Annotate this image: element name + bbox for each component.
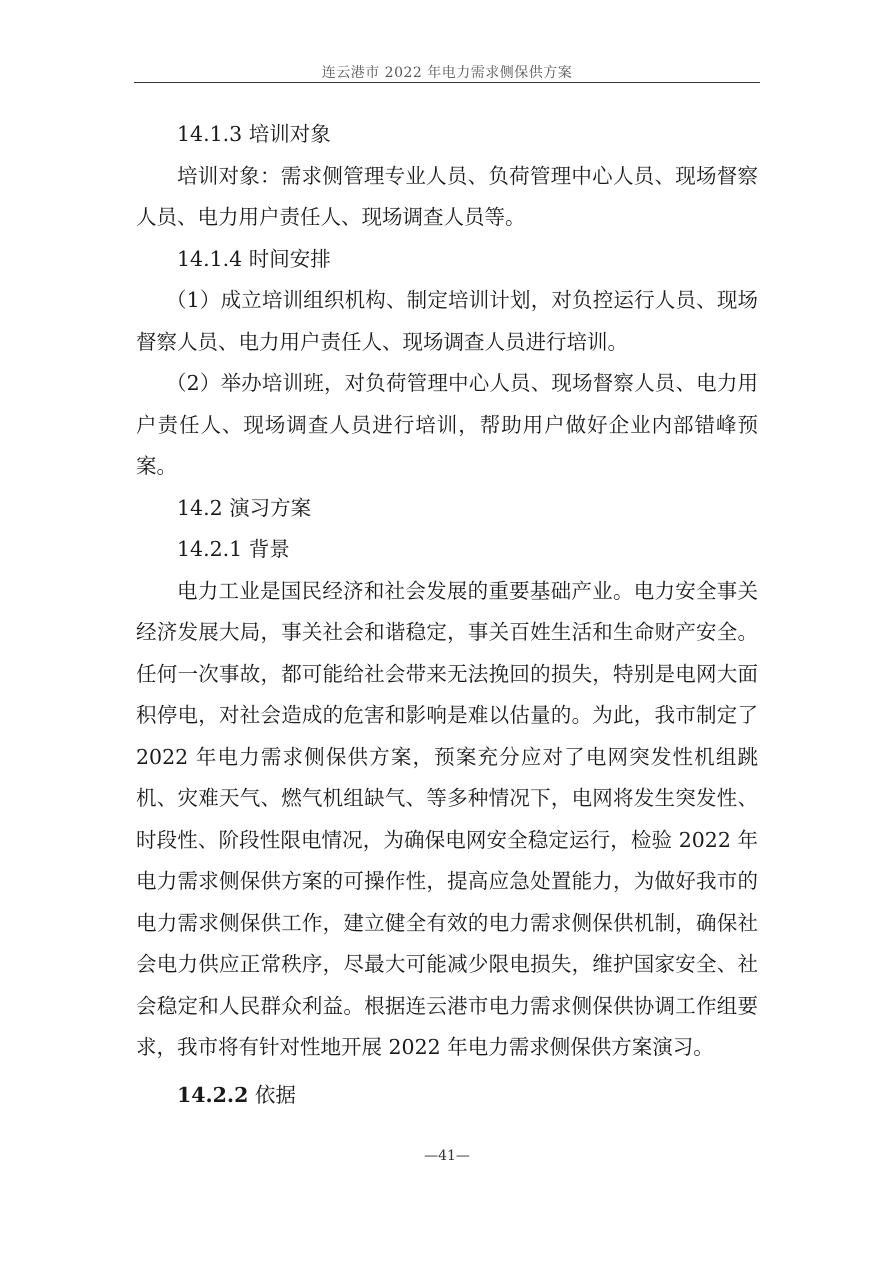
section-title: 依据 bbox=[248, 1082, 296, 1107]
paragraph-schedule-2: （2）举办培训班，对负荷管理中心人员、现场督察人员、电力用户责任人、现场调查人员进行培训，帮助用户做好企业内部错峰预案。 bbox=[136, 371, 758, 478]
section-heading-14-2-1: 14.2.1 背景 bbox=[177, 537, 290, 561]
page-number: —41— bbox=[424, 1148, 470, 1164]
paragraph-schedule-1: （1）成立培训组织机构、制定培训计划，对负控运行人员、现场督察人员、电力用户责任人、现场调查人员进行培训。 bbox=[136, 288, 758, 354]
section-heading-14-1-3: 14.1.3 培训对象 bbox=[177, 122, 331, 146]
section-heading-14-1-4: 14.1.4 时间安排 bbox=[177, 246, 331, 271]
paragraph-background: 电力工业是国民经济和社会发展的重要基础产业。电力安全事关经济发展大局，事关社会和谐稳定，事关百姓生活和生命财产安全。任何一次事故，都可能给社会带来无法挽回的损失，特别是电网大面积停电，对社会造成的危害和影响是难以估量的。为此，我市制定了2022 年电力需求侧保供方案，预案充分应对了电网突发性机组跳机、灾难天气、燃气机组缺气、等多种情况下，电网将发生突发性、时段性、阶段性限电情况，为确保电网安全稳定运行，检验 2022 年电力需求侧保供方案的可操作性，提高应急处置能力，为做好我市的电力需求侧保供工作，建立健全有效的电力需求侧保供机制，确保社会电力供应正常秩序，尽最大可能减少限电损失，维护国家安全、社会稳定和人民群众利益。根据连云港市电力需求侧保供协调工作组要求，我市将有针对性地开展 2022 年电力需求侧保供方案演习。 bbox=[136, 578, 758, 1059]
section-number: 14.2.2 bbox=[177, 1082, 249, 1107]
section-heading-14-2-2 bbox=[136, 1075, 758, 1117]
running-header: 连云港市 2022 年电力需求侧保供方案 bbox=[321, 65, 573, 81]
section-heading-14-2: 14.2 演习方案 bbox=[177, 495, 312, 520]
document-body bbox=[136, 114, 758, 1116]
paragraph-training-targets: 培训对象：需求侧管理专业人员、负荷管理中心人员、现场督察人员、电力用户责任人、现场调查人员等。 bbox=[136, 163, 758, 229]
header-rule bbox=[134, 82, 760, 83]
